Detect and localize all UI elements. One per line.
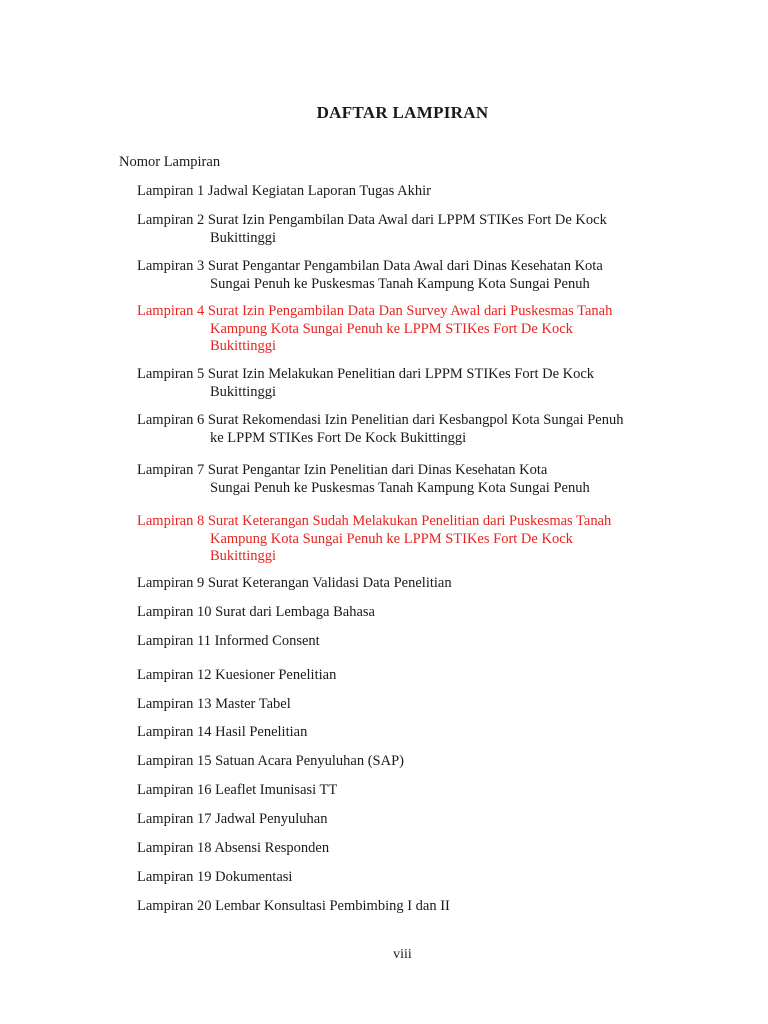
list-item-18 — [137, 840, 672, 858]
entry-line: Lampiran 10 Surat dari Lembaga Bahasa — [137, 604, 375, 620]
entry-line: Lampiran 4 Surat Izin Pengambilan Data Dan Survey Awal dari Puskesmas Tanah — [137, 303, 613, 319]
entry-line: Kampung Kota Sungai Penuh ke LPPM STIKes Fort De Kock — [210, 530, 573, 547]
list-item-16 — [137, 782, 672, 800]
entry-line: Lampiran 17 Jadwal Penyuluhan — [137, 811, 328, 827]
list-item-13 — [137, 696, 672, 714]
entry-line: Lampiran 20 Lembar Konsultasi Pembimbing I dan II — [137, 898, 450, 914]
list-intro: Nomor Lampiran — [119, 154, 221, 170]
list-item-4 — [137, 303, 672, 356]
entry-line: Bukittinggi — [210, 383, 277, 400]
entry-line: Lampiran 16 Leaflet Imunisasi TT — [137, 782, 338, 798]
entry-line: Lampiran 1 Jadwal Kegiatan Laporan Tugas Akhir — [137, 183, 431, 199]
entry-line: Lampiran 7 Surat Pengantar Izin Penelitian dari Dinas Kesehatan Kota — [137, 462, 548, 478]
entry-line: Kampung Kota Sungai Penuh ke LPPM STIKes Fort De Kock — [210, 320, 573, 337]
entry-line: Lampiran 15 Satuan Acara Penyuluhan (SAP) — [137, 753, 404, 769]
entry-line: Lampiran 14 Hasil Penelitian — [137, 724, 308, 740]
list-item-19 — [137, 869, 672, 887]
entry-line: Lampiran 6 Surat Rekomendasi Izin Penelitian dari Kesbangpol Kota Sungai Penuh — [137, 412, 624, 428]
entry-line: Lampiran 3 Surat Pengantar Pengambilan Data Awal dari Dinas Kesehatan Kota — [137, 258, 603, 274]
list-item-15 — [137, 753, 672, 771]
entry-line: Lampiran 11 Informed Consent — [137, 633, 320, 649]
entry-line: Lampiran 5 Surat Izin Melakukan Penelitian dari LPPM STIKes Fort De Kock — [137, 366, 595, 382]
list-item-10 — [137, 604, 672, 622]
list-item-9 — [137, 575, 672, 593]
entry-line: Lampiran 13 Master Tabel — [137, 696, 291, 712]
page-title: DAFTAR LAMPIRAN — [316, 103, 489, 122]
list-item-6 — [137, 412, 672, 447]
list-item-8 — [137, 513, 672, 566]
list-item-11 — [137, 633, 672, 651]
page-number: viii — [393, 947, 412, 962]
entry-line: Lampiran 9 Surat Keterangan Validasi Data Penelitian — [137, 575, 452, 591]
list-item-1 — [137, 183, 672, 201]
list-item-17 — [137, 811, 672, 829]
entry-line: ke LPPM STIKes Fort De Kock Bukittinggi — [210, 429, 467, 446]
entry-line: Lampiran 8 Surat Keterangan Sudah Melakukan Penelitian dari Puskesmas Tanah — [137, 513, 612, 529]
list-item-5 — [137, 366, 672, 401]
entry-line: Lampiran 2 Surat Izin Pengambilan Data Awal dari LPPM STIKes Fort De Kock — [137, 212, 607, 228]
entry-line: Bukittinggi — [210, 338, 277, 354]
entry-line: Sungai Penuh ke Puskesmas Tanah Kampung Kota Sungai Penuh — [210, 275, 590, 292]
entry-line: Lampiran 19 Dokumentasi — [137, 869, 293, 885]
list-item-3 — [137, 258, 672, 293]
list-item-2 — [137, 212, 672, 247]
entry-line: Sungai Penuh ke Puskesmas Tanah Kampung Kota Sungai Penuh — [210, 479, 590, 496]
list-item-12 — [137, 667, 672, 685]
list-item-7 — [137, 462, 672, 497]
list-item-20 — [137, 898, 672, 916]
entry-line: Lampiran 12 Kuesioner Penelitian — [137, 667, 337, 683]
entry-line: Lampiran 18 Absensi Responden — [137, 840, 330, 856]
list-item-14 — [137, 724, 672, 742]
entry-line: Bukittinggi — [210, 548, 277, 564]
entry-line: Bukittinggi — [210, 229, 277, 246]
